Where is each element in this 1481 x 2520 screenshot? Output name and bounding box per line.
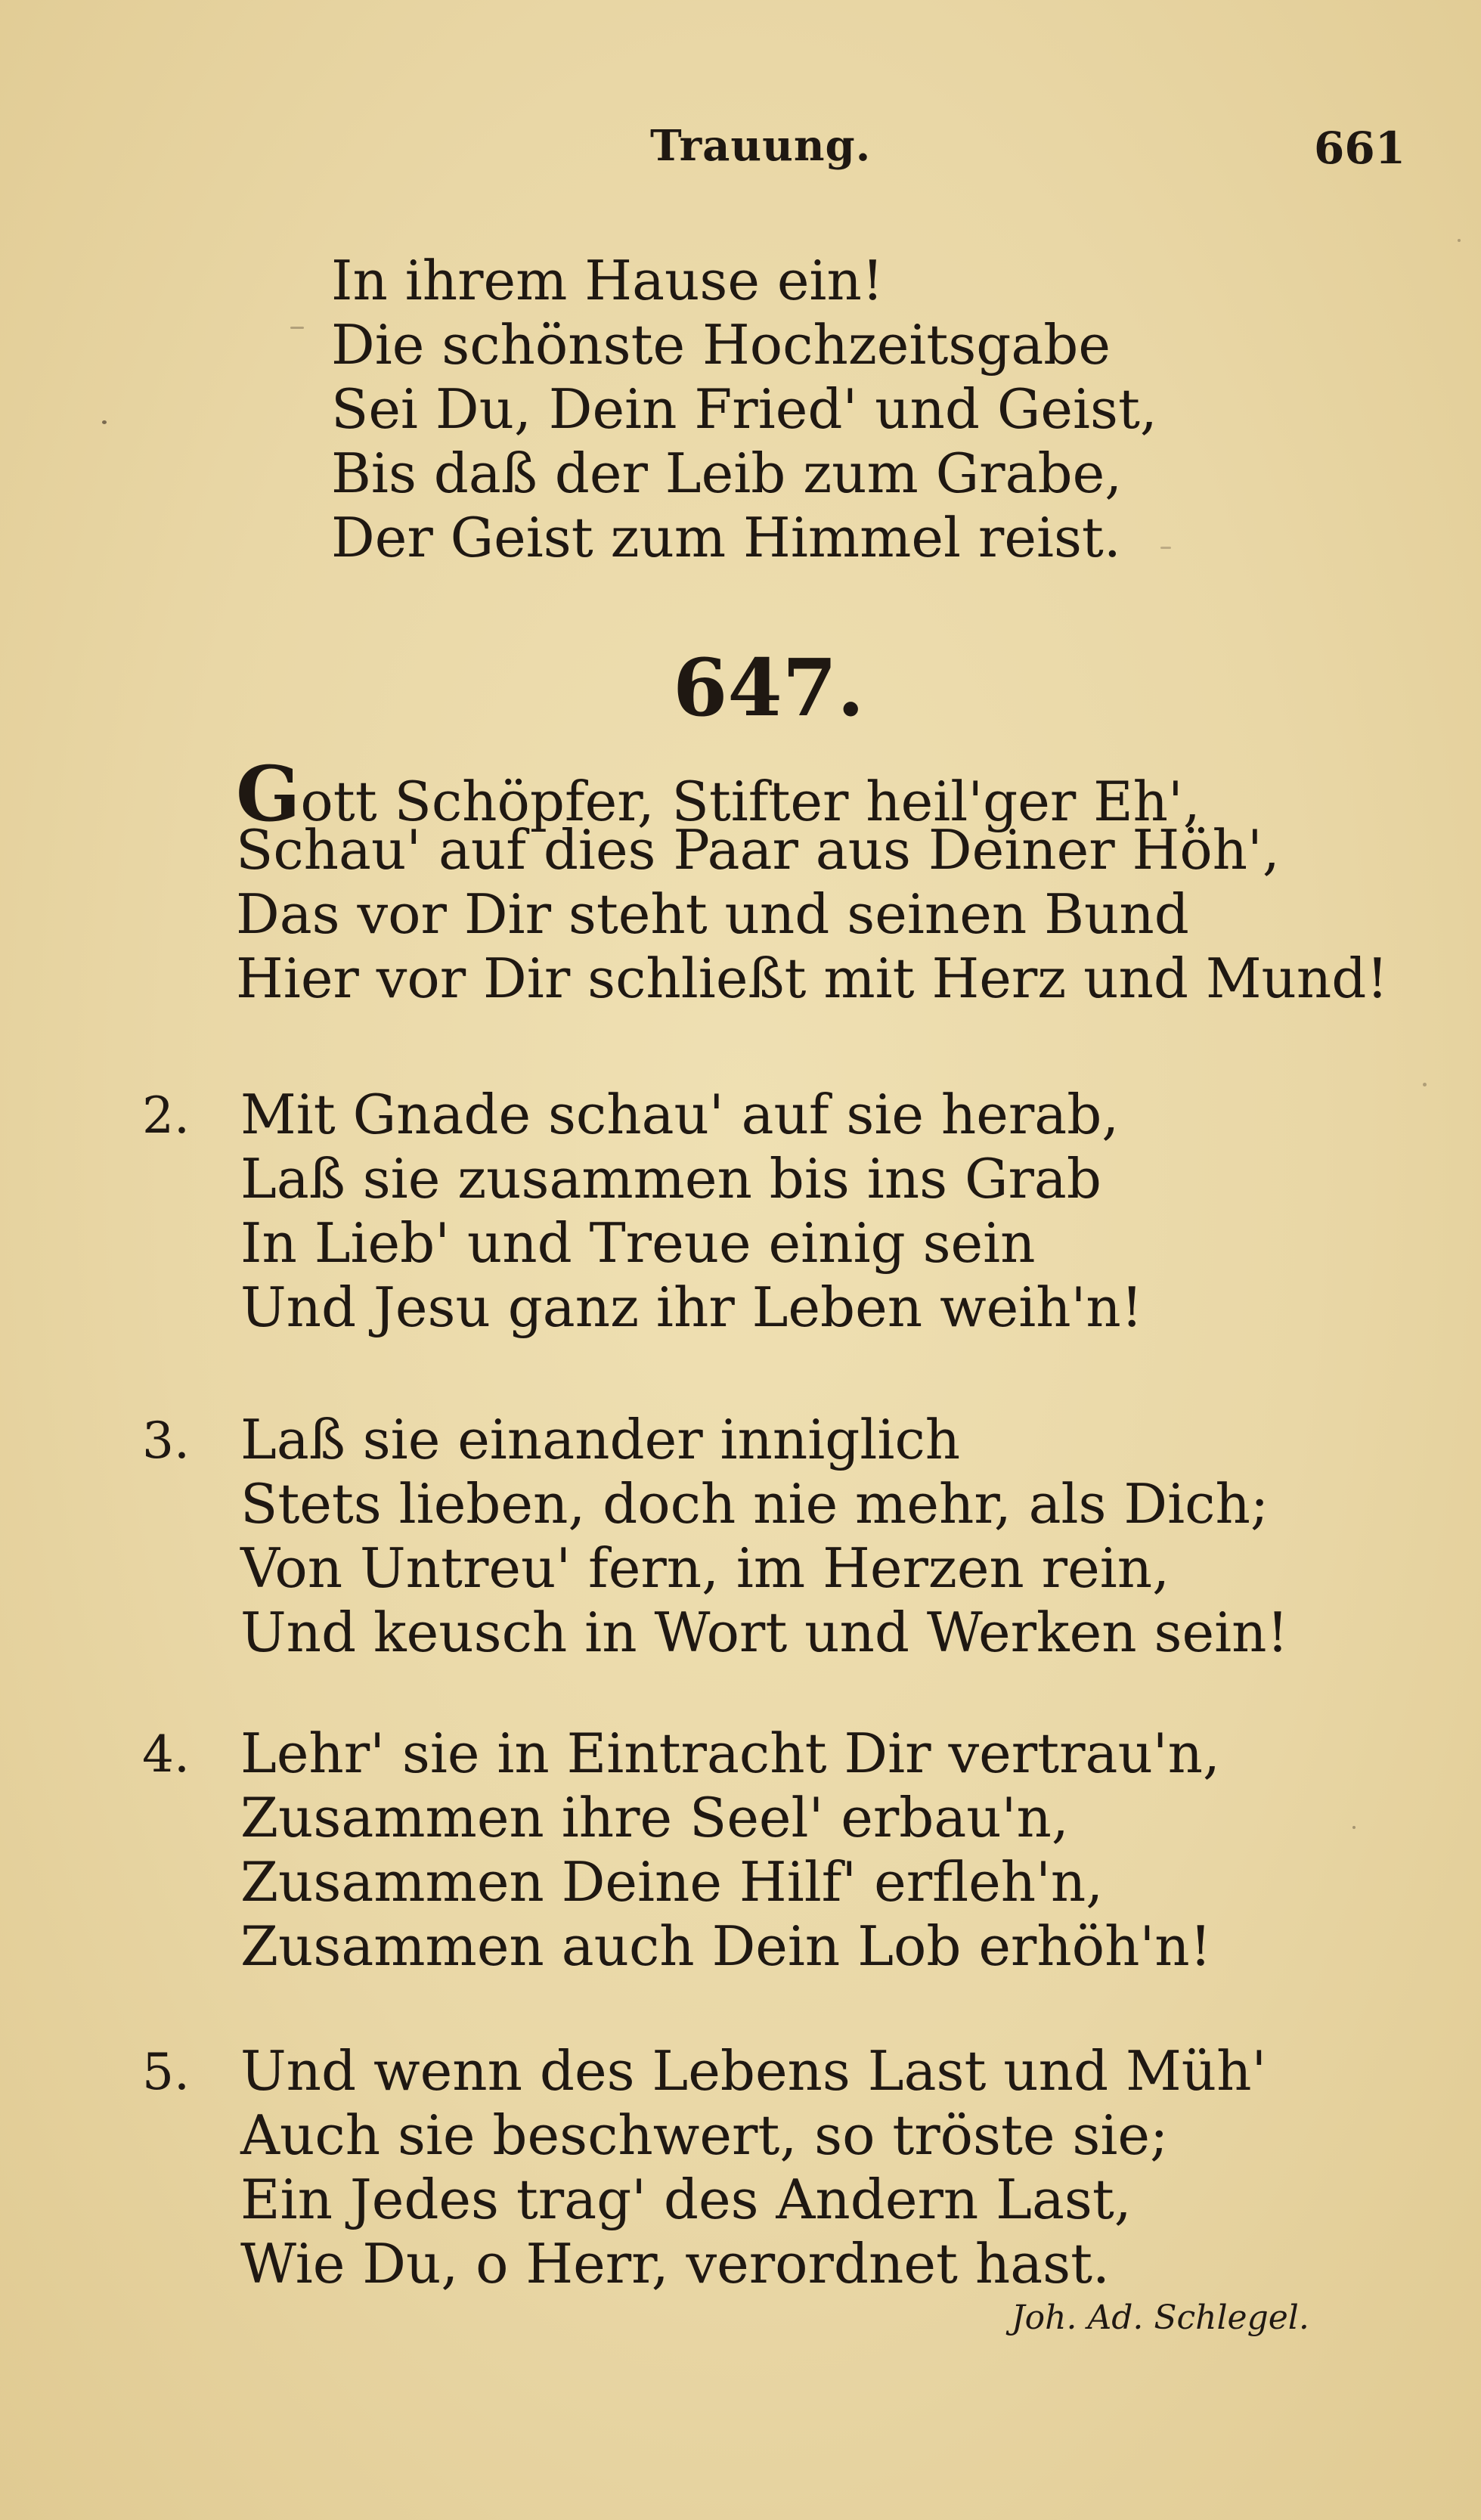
paper-speck	[290, 327, 304, 329]
page-number: 661	[1314, 122, 1406, 174]
verse-5-line: Ein Jedes trag' des Andern Last,	[240, 2168, 1132, 2231]
verse-1-line: Schau' auf dies Paar aus Deiner Höh',	[236, 818, 1280, 882]
verse-3-line: Laß sie einander inniglich	[240, 1408, 961, 1471]
paper-speck	[1423, 1083, 1427, 1086]
verse-3-line: Und keusch in Wort und Werken sein!	[240, 1601, 1289, 1664]
verse-3-line: Stets lieben, doch nie mehr, als Dich;	[240, 1472, 1269, 1536]
prev-hymn-line: Der Geist zum Himmel reist.	[331, 506, 1121, 569]
verse-2-line: Mit Gnade schau' auf sie herab,	[240, 1083, 1120, 1146]
prev-hymn-line: Sei Du, Dein Fried' und Geist,	[331, 377, 1157, 441]
verse-number: 4.	[142, 1725, 190, 1784]
verse-5-line: Und wenn des Lebens Last und Müh'	[240, 2039, 1267, 2103]
paper-speck	[102, 420, 107, 424]
verse-4-line: Zusammen Deine Hilf' erfleh'n,	[240, 1850, 1104, 1914]
prev-hymn-line: Bis daß der Leib zum Grabe,	[331, 442, 1123, 505]
paper-speck	[1352, 1826, 1356, 1829]
paper-speck	[1458, 239, 1461, 242]
verse-5-line: Auch sie beschwert, so tröste sie;	[240, 2103, 1169, 2167]
hymn-number: 647.	[673, 641, 865, 734]
verse-1-line: Hier vor Dir schließt mit Herz und Mund!	[236, 947, 1389, 1010]
verse-number: 3.	[142, 1412, 190, 1470]
verse-2-line: Und Jesu ganz ihr Leben weih'n!	[240, 1275, 1143, 1339]
verse-number: 5.	[142, 2043, 190, 2101]
verse-5-line: Wie Du, o Herr, verordnet hast.	[240, 2232, 1110, 2295]
verse-4-line: Zusammen auch Dein Lob erhöh'n!	[240, 1914, 1212, 1978]
verse-4-line: Lehr' sie in Eintracht Dir vertrau'n,	[240, 1722, 1220, 1785]
drop-initial: G	[236, 749, 301, 838]
running-header-title: Trauung.	[650, 121, 872, 171]
verse-2-line: Laß sie zusammen bis ins Grab	[240, 1147, 1101, 1210]
verse-number: 2.	[142, 1086, 190, 1145]
prev-hymn-line: In ihrem Hause ein!	[331, 249, 884, 312]
verse-1-line-1-text: ott Schöpfer, Stifter heil'ger Eh',	[300, 770, 1201, 833]
verse-1-line: Das vor Dir steht und seinen Bund	[236, 882, 1189, 946]
verse-2-line: In Lieb' und Treue einig sein	[240, 1211, 1036, 1275]
verse-3-line: Von Untreu' fern, im Herzen rein,	[240, 1536, 1170, 1600]
verse-4-line: Zusammen ihre Seel' erbau'n,	[240, 1786, 1069, 1849]
author-attribution: Joh. Ad. Schlegel.	[1012, 2298, 1309, 2337]
prev-hymn-line: Die schönste Hochzeitsgabe	[331, 313, 1111, 377]
paper-speck	[1160, 547, 1171, 549]
